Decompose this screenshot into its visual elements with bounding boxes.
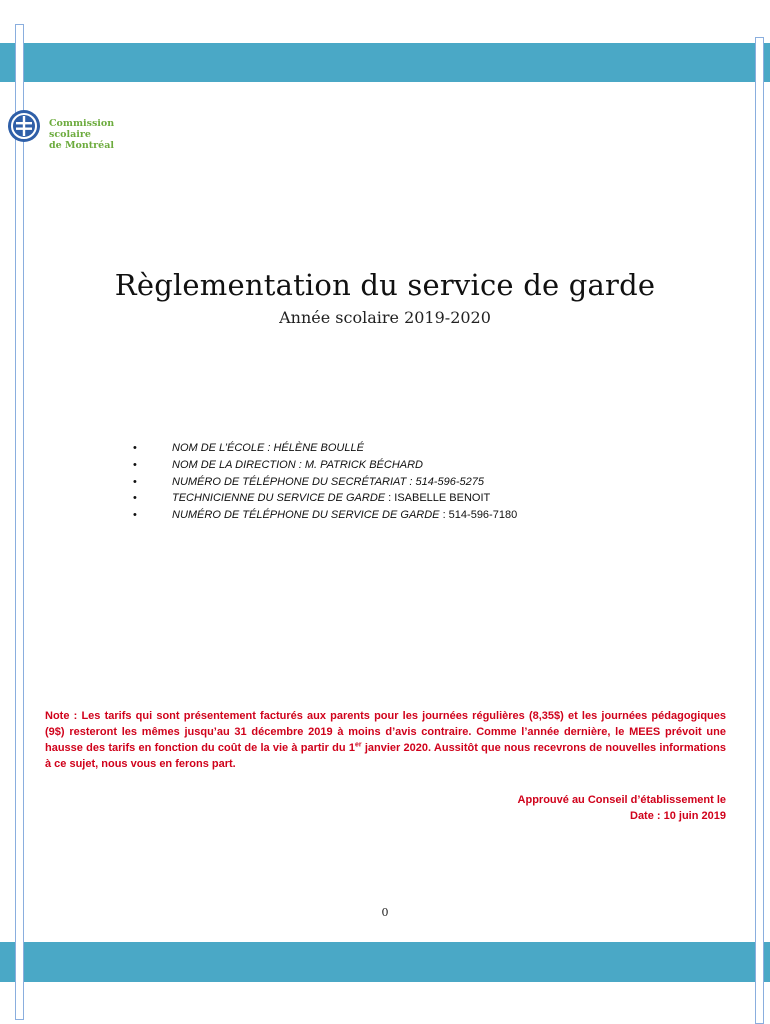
logo-line: scolaire	[49, 129, 91, 140]
left-margin-line	[15, 24, 24, 1020]
list-item	[130, 457, 517, 474]
organization-logo	[6, 106, 126, 156]
logo-text	[49, 118, 114, 151]
page-number: 0	[381, 906, 389, 919]
info-label: NUMÉRO DE TÉLÉPHONE DU SECRÉTARIAT : 514-596-5275	[172, 475, 484, 488]
document-title: Règlementation du service de garde	[114, 268, 656, 302]
note-text: Note : Les tarifs qui sont présentement facturés aux parents pour les journées régulières (8,35$) et les journées pédagogiques (9$) resteront les mêmes jusqu’au 31 décembre 2019 à moins d’avis contraire. Comme l’année dernière, le MEES prévoit une hausse des tarifs en fonction du coût de la vie à partir du 1	[45, 710, 726, 754]
info-label: NOM DE LA DIRECTION : M. PATRICK BÉCHARD	[172, 458, 423, 471]
logo-line: de Montréal	[49, 140, 114, 151]
tariff-note	[45, 708, 726, 772]
school-info-list	[130, 440, 517, 524]
note-superscript: er	[354, 741, 362, 749]
right-margin-line	[755, 37, 764, 1024]
list-item	[130, 507, 517, 524]
document-subtitle: Année scolaire 2019-2020	[279, 308, 491, 327]
info-label: NOM DE L’ÉCOLE : HÉLÈNE BOULLÉ	[172, 442, 364, 454]
info-label: TECHNICIENNE DU SERVICE DE GARDE	[172, 492, 386, 505]
info-value: : 514-596-7180	[439, 509, 518, 522]
list-item	[130, 474, 517, 491]
info-value: : ISABELLE BENOIT	[385, 492, 491, 505]
note-text-continued: janvier 2020. Aussitôt que nous recevrons de nouvelles informations à ce sujet, nous vous en ferons part.	[45, 742, 726, 770]
footer-band	[0, 942, 770, 982]
approval-date: Date : 10 juin 2019	[630, 810, 726, 822]
info-label: NUMÉRO DE TÉLÉPHONE DU SERVICE DE GARDE	[172, 509, 440, 522]
commission-scolaire-emblem-icon	[6, 108, 42, 144]
logo-line: Commission	[49, 118, 115, 129]
list-item	[130, 440, 517, 457]
list-item	[130, 490, 517, 507]
approval-block	[518, 792, 726, 824]
header-band	[0, 43, 770, 82]
approval-line: Approuvé au Conseil d’établissement le	[517, 794, 726, 806]
